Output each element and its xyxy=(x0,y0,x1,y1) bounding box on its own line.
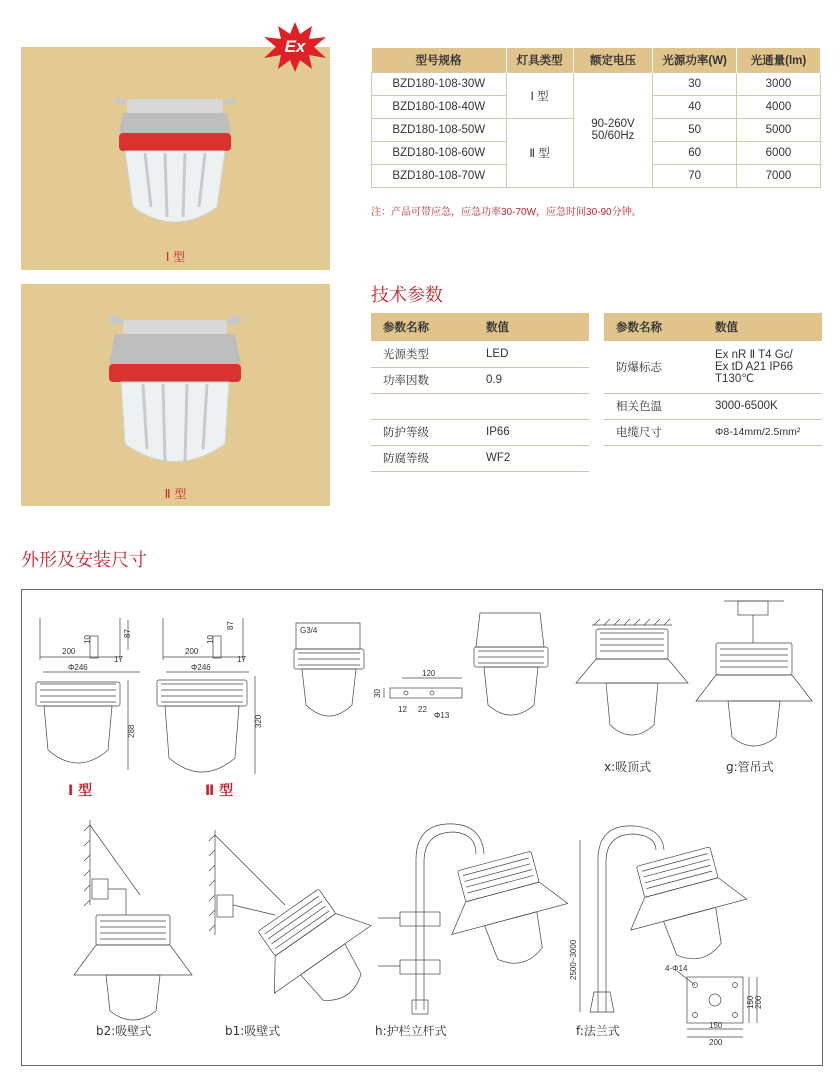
param-name: 相关色温 xyxy=(604,393,703,419)
right-header-value: 数值 xyxy=(703,313,822,341)
type2-label: Ⅱ 型 xyxy=(205,783,234,799)
type2-lamp-image xyxy=(21,284,330,506)
flux-cell: 3000 xyxy=(736,73,820,96)
ex-mark-line2: Ex tD A21 IP66 xyxy=(715,360,793,373)
dim-120: 120 xyxy=(422,669,436,678)
model-cell: BZD180-108-60W xyxy=(372,142,507,165)
b1-mount-drawing xyxy=(205,825,355,1015)
left-header-name: 参数名称 xyxy=(371,313,474,341)
dim-12: 12 xyxy=(398,705,407,714)
dim-10-a: 10 xyxy=(83,635,92,644)
spec-note: 注：产品可带应急，应急功率30-70W，应急时间30-90分钟。 xyxy=(371,207,642,218)
param-value: WF2 xyxy=(474,445,589,471)
f-mount-label: f:法兰式 xyxy=(576,1024,620,1038)
power-cell: 50 xyxy=(653,119,737,142)
flux-cell: 6000 xyxy=(736,142,820,165)
type1-caption: Ⅰ 型 xyxy=(165,250,186,264)
dim-87-a: 87 xyxy=(123,629,132,638)
power-cell: 30 xyxy=(653,73,737,96)
dim-150-h: 150 xyxy=(709,1021,723,1030)
dim-87-b: 87 xyxy=(226,621,235,630)
dim-200-a: 200 xyxy=(62,647,76,656)
param-value: Φ8-14mm/2.5mm² xyxy=(703,419,822,445)
left-header-value: 数值 xyxy=(474,313,589,341)
table-row xyxy=(604,419,822,445)
spec-table xyxy=(371,48,821,188)
param-value: 0.9 xyxy=(474,367,589,393)
dim-pole: 2500~3000 xyxy=(569,939,578,980)
g-mount-label: g:管吊式 xyxy=(726,760,774,774)
flux-cell: 7000 xyxy=(736,165,820,188)
voltage-line1: 90-260V xyxy=(591,118,635,130)
dim-246-a: Φ246 xyxy=(68,663,88,672)
table-row xyxy=(604,341,822,393)
dim-200-v: 200 xyxy=(754,995,763,1009)
dim-30: 30 xyxy=(373,689,382,698)
voltage-line2: 50/60Hz xyxy=(591,130,635,142)
param-value: 3000-6500K xyxy=(703,393,822,419)
model-cell: BZD180-108-70W xyxy=(372,165,507,188)
dim-200-h: 200 xyxy=(709,1038,723,1047)
voltage-cell xyxy=(573,73,653,188)
dim-13: Φ13 xyxy=(434,711,450,720)
b2-mount-drawing xyxy=(70,815,200,1015)
dim-g34: G3/4 xyxy=(300,626,318,635)
dim-200-b: 200 xyxy=(185,647,199,656)
dim-17-a: 17 xyxy=(114,655,123,664)
param-name: 光源类型 xyxy=(371,341,474,367)
ex-mark-line1: Ex nR Ⅱ T4 Gc/ xyxy=(715,348,793,361)
b1-mount-label: b1:吸壁式 xyxy=(225,1024,281,1038)
param-name: 防腐等级 xyxy=(371,445,474,471)
h-mount-label: h:护栏立杆式 xyxy=(375,1024,447,1038)
type2-drawing xyxy=(153,600,273,780)
param-name: 功率因数 xyxy=(371,367,474,393)
param-value xyxy=(474,393,589,419)
type2-photo-panel xyxy=(21,284,330,506)
model-cell: BZD180-108-50W xyxy=(372,119,507,142)
table-row xyxy=(371,445,589,471)
ex-badge xyxy=(262,22,328,72)
header-type: 灯具类型 xyxy=(506,48,573,73)
power-cell: 60 xyxy=(653,142,737,165)
header-power: 光源功率(W) xyxy=(653,48,737,73)
param-value: IP66 xyxy=(474,419,589,445)
table-row xyxy=(371,341,589,367)
type-cell: Ⅰ 型 xyxy=(506,73,573,119)
tech-right-header xyxy=(604,313,822,341)
param-name xyxy=(371,393,474,419)
dim-288: 288 xyxy=(127,724,136,738)
right-header-name: 参数名称 xyxy=(604,313,703,341)
x-mount-label: x:吸顶式 xyxy=(604,760,652,774)
tech-left-header xyxy=(371,313,589,341)
flange-plate-drawing xyxy=(665,965,765,1045)
dim-17-b: 17 xyxy=(237,655,246,664)
table-row xyxy=(372,73,821,96)
type1-drawing xyxy=(30,600,150,780)
flux-cell: 5000 xyxy=(736,119,820,142)
bracket-drawing xyxy=(372,668,472,728)
dim-246-b: Φ246 xyxy=(191,663,211,672)
table-row xyxy=(371,419,589,445)
header-flux: 光通量(lm) xyxy=(736,48,820,73)
h-mount-drawing xyxy=(372,820,572,1020)
param-name: 防爆标志 xyxy=(604,341,703,393)
g-mount-drawing xyxy=(694,595,814,755)
lamp-plain-drawing xyxy=(470,605,560,725)
b2-mount-label: b2:吸壁式 xyxy=(96,1024,152,1038)
model-cell: BZD180-108-30W xyxy=(372,73,507,96)
param-value: LED xyxy=(474,341,589,367)
dim-10-b: 10 xyxy=(206,635,215,644)
install-title: 外形及安装尺寸 xyxy=(21,550,147,571)
type2-caption: Ⅱ 型 xyxy=(164,487,187,501)
type1-lamp-image xyxy=(21,47,330,270)
dim-holes: 4-Φ14 xyxy=(665,964,688,973)
ex-badge-text: Ex xyxy=(284,37,306,56)
table-row xyxy=(371,393,589,419)
x-mount-drawing xyxy=(572,615,692,755)
tech-table-right xyxy=(604,313,822,446)
ex-mark-line3: T130℃ xyxy=(715,372,755,385)
table-row xyxy=(371,367,589,393)
header-model: 型号规格 xyxy=(372,48,507,73)
g34-drawing xyxy=(288,615,378,725)
spec-table-header xyxy=(372,48,821,73)
param-value xyxy=(703,341,822,393)
type-cell: Ⅱ 型 xyxy=(506,119,573,188)
dim-150-v: 150 xyxy=(746,995,755,1009)
dim-320: 320 xyxy=(254,714,263,728)
tech-table-left xyxy=(371,313,589,472)
param-name: 电缆尺寸 xyxy=(604,419,703,445)
flux-cell: 4000 xyxy=(736,96,820,119)
power-cell: 40 xyxy=(653,96,737,119)
header-voltage: 额定电压 xyxy=(573,48,653,73)
type1-photo-panel xyxy=(21,47,330,270)
power-cell: 70 xyxy=(653,165,737,188)
type1-label: Ⅰ 型 xyxy=(68,783,93,799)
table-row xyxy=(604,393,822,419)
param-name: 防护等级 xyxy=(371,419,474,445)
tech-title: 技术参数 xyxy=(371,285,443,306)
model-cell: BZD180-108-40W xyxy=(372,96,507,119)
dim-22: 22 xyxy=(418,705,427,714)
